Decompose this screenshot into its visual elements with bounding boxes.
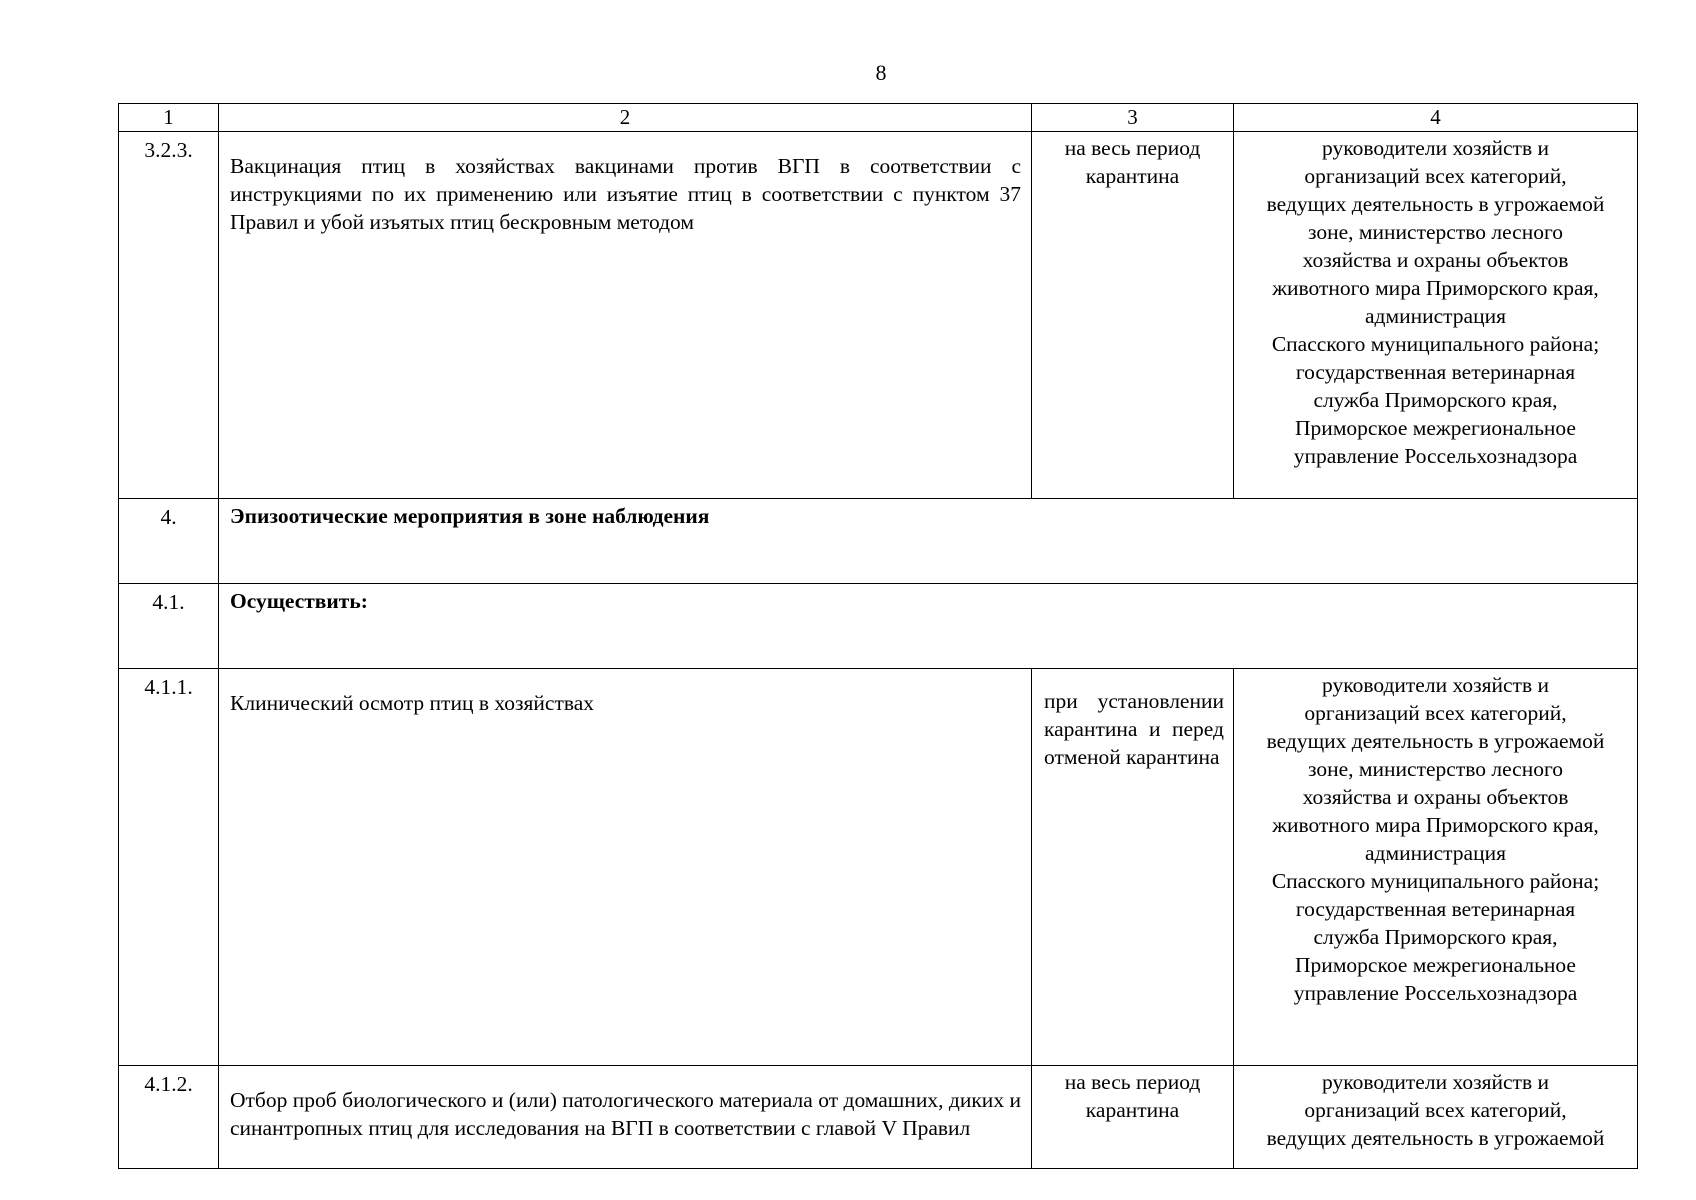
responsible-line: зоне, министерство лесного [1308,757,1563,781]
row-number: 4. [119,499,219,584]
table-row [119,1066,1638,1169]
row-number: 3.2.3. [119,132,219,499]
responsible-line: государственная ветеринарная [1295,360,1576,384]
table-row [119,132,1638,499]
responsible-line: служба Приморского края, [1313,388,1558,412]
table-row [119,584,1638,669]
column-header-2: 2 [219,104,1032,132]
row-description: Вакцинация птиц в хозяйствах вакцинами против ВГП в соответствии с инструкциями по их применению или изъятие птиц в соответствии с пунктом 37 Правил и убой изъятых птиц бескровным методом [219,132,1032,499]
responsible-line: ведущих деятельность в угрожаемой [1266,729,1605,753]
responsible-line: Приморское межрегиональное [1295,953,1576,977]
responsible-line: руководители хозяйств и [1322,1070,1549,1094]
page-number: 8 [875,60,887,85]
table-header-row [119,104,1638,132]
column-header-1: 1 [119,104,219,132]
row-number: 4.1. [119,584,219,669]
responsible-line: администрация [1365,304,1506,328]
responsible-line: организаций всех категорий, [1304,164,1567,188]
responsible-line: ведущих деятельность в угрожаемой [1266,192,1605,216]
responsible-line: государственная ветеринарная [1295,897,1576,921]
table-row [119,499,1638,584]
responsible-line: Спасского муниципального района; [1271,869,1600,893]
responsible-line: администрация [1365,841,1506,865]
responsible-line: Приморское межрегиональное [1295,416,1576,440]
responsible-line: хозяйства и охраны объектов [1302,248,1569,272]
responsible-line: хозяйства и охраны объектов [1302,785,1569,809]
responsible-line: ведущих деятельность в угрожаемой [1266,1126,1605,1150]
row-responsible [1234,669,1638,1066]
row-deadline: на весь период карантина [1032,1066,1234,1169]
measures-table [118,103,1638,1169]
table-row [119,669,1638,1066]
section-heading: Осуществить: [219,584,1638,669]
responsible-line: руководители хозяйств и [1322,673,1549,697]
row-deadline: при установлении карантина и перед отменой карантина [1032,669,1234,1066]
responsible-line: животного мира Приморского края, [1272,813,1599,837]
row-responsible [1234,1066,1638,1169]
responsible-line: управление Россельхознадзора [1293,981,1578,1005]
column-header-4: 4 [1234,104,1638,132]
row-description: Отбор проб биологического и (или) патологического материала от домашних, диких и синантропных птиц для исследования на ВГП в соответствии с главой V Правил [219,1066,1032,1169]
responsible-line: руководители хозяйств и [1322,136,1549,160]
row-responsible [1234,132,1638,499]
responsible-line: животного мира Приморского края, [1272,276,1599,300]
column-header-3: 3 [1032,104,1234,132]
responsible-line: организаций всех категорий, [1304,1098,1567,1122]
responsible-line: зоне, министерство лесного [1308,220,1563,244]
row-number: 4.1.2. [119,1066,219,1169]
responsible-line: организаций всех категорий, [1304,701,1567,725]
section-heading: Эпизоотические мероприятия в зоне наблюдения [219,499,1638,584]
row-description: Клинический осмотр птиц в хозяйствах [219,669,1032,1066]
row-number: 4.1.1. [119,669,219,1066]
row-deadline: на весь период карантина [1032,132,1234,499]
responsible-line: управление Россельхознадзора [1293,444,1578,468]
responsible-line: служба Приморского края, [1313,925,1558,949]
responsible-line: Спасского муниципального района; [1271,332,1600,356]
